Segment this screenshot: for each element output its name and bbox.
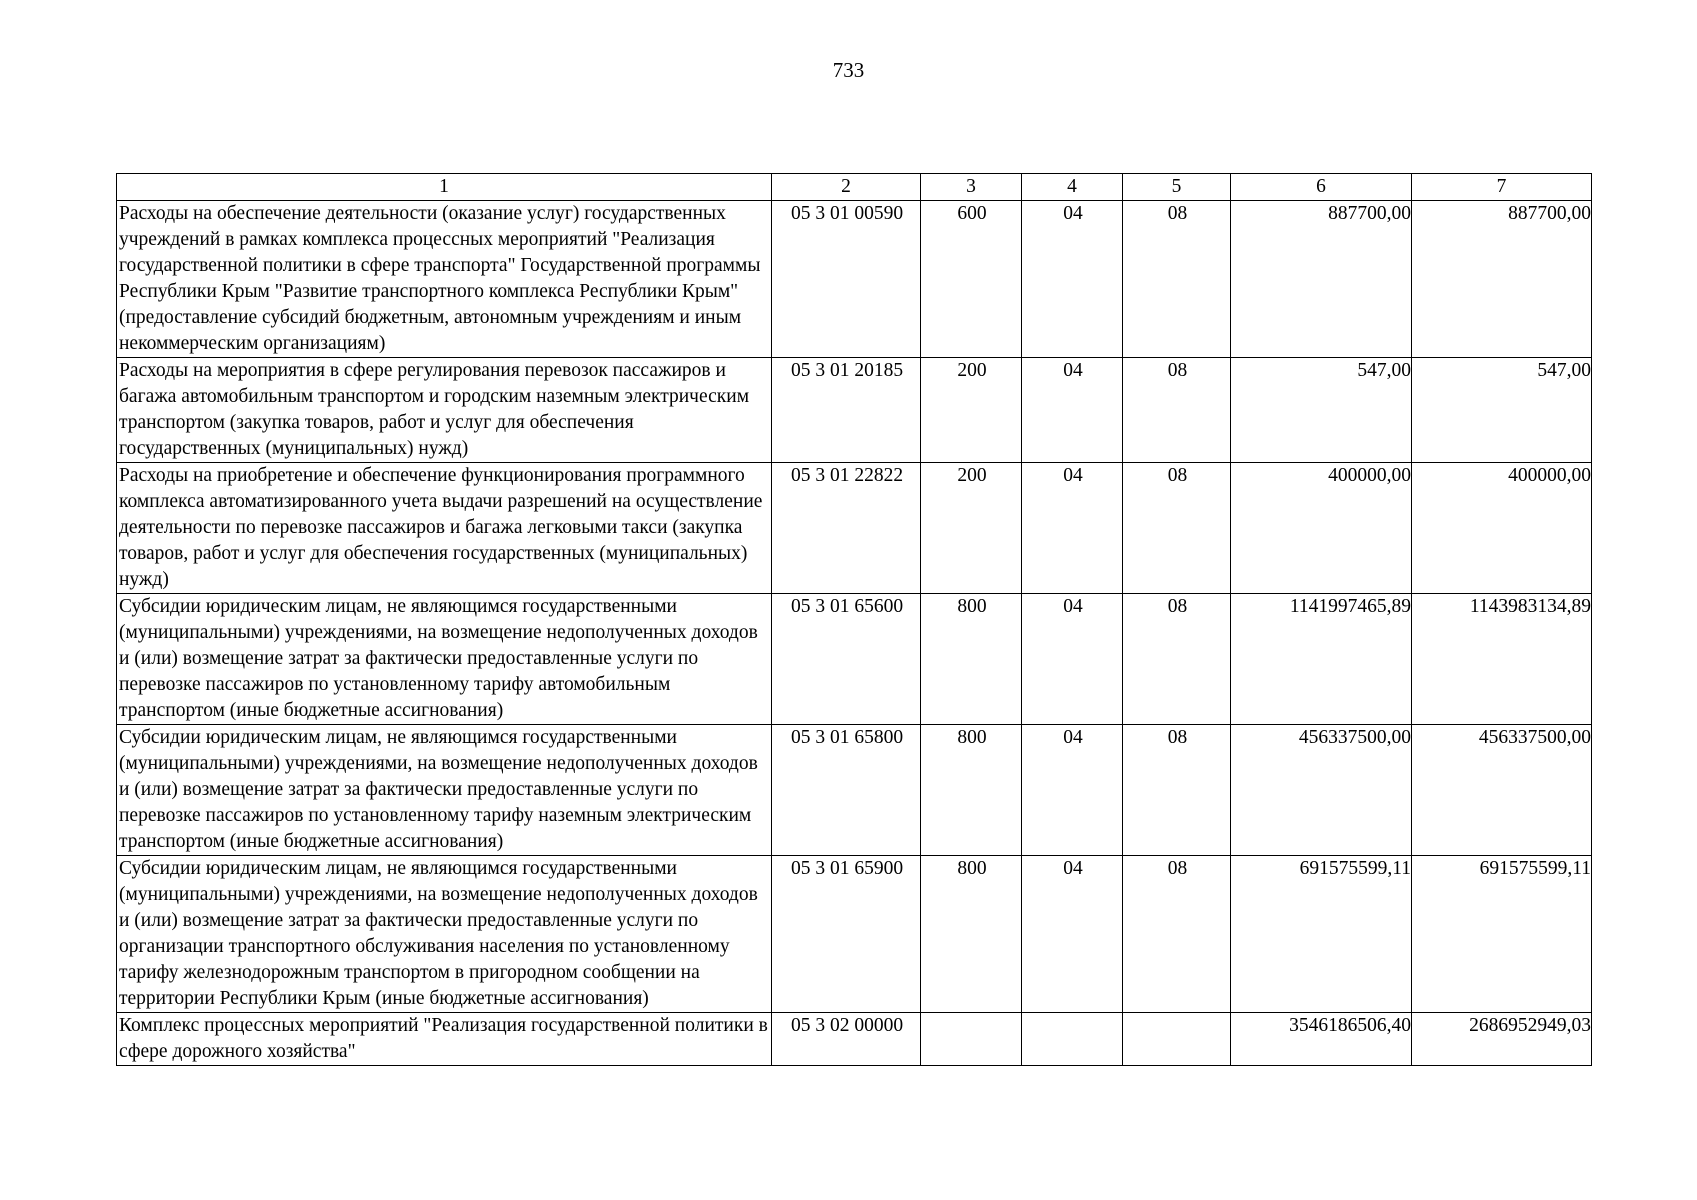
table-row <box>117 358 1592 463</box>
row-col3: 200 <box>921 463 1022 594</box>
row-description: Расходы на приобретение и обеспечение функционирования программного комплекса автоматизированного учета выдачи разрешений на осуществление деятельности по перевозке пассажиров и багажа легковыми такси (закупка товаров, работ и услуг для обеспечения государственных (муниципальных) нужд) <box>117 463 772 594</box>
row-amount-6: 691575599,11 <box>1231 856 1412 1013</box>
budget-table <box>116 173 1592 1066</box>
row-col3: 800 <box>921 856 1022 1013</box>
row-amount-7: 547,00 <box>1412 358 1592 463</box>
table-row <box>117 463 1592 594</box>
page-number: 733 <box>832 58 865 82</box>
row-amount-6: 887700,00 <box>1231 201 1412 358</box>
row-col5: 08 <box>1123 725 1231 856</box>
row-amount-6: 456337500,00 <box>1231 725 1412 856</box>
table-row <box>117 594 1592 725</box>
row-amount-6: 400000,00 <box>1231 463 1412 594</box>
row-description: Расходы на обеспечение деятельности (оказание услуг) государственных учреждений в рамках комплекса процессных мероприятий "Реализация государственной политики в сфере транспорта" Государственной программы Республики Крым "Развитие транспортного комплекса Республики Крым" (предоставление субсидий бюджетным, автономным учреждениям и иным некоммерческим организациям) <box>117 201 772 358</box>
row-code: 05 3 01 00590 <box>772 201 921 358</box>
row-amount-6: 1141997465,89 <box>1231 594 1412 725</box>
column-header: 1 <box>117 174 772 201</box>
row-amount-7: 1143983134,89 <box>1412 594 1592 725</box>
column-header: 3 <box>921 174 1022 201</box>
row-description: Комплекс процессных мероприятий "Реализация государственной политики в сфере дорожного хозяйства" <box>117 1013 772 1066</box>
row-amount-7: 887700,00 <box>1412 201 1592 358</box>
row-code: 05 3 01 65900 <box>772 856 921 1013</box>
row-description: Субсидии юридическим лицам, не являющимся государственными (муниципальными) учреждениями, на возмещение недополученных доходов и (или) возмещение затрат за фактически предоставленные услуги по организации транспортного обслуживания населения по установленному тарифу железнодорожным транспортом в пригородном сообщении на территории Республики Крым (иные бюджетные ассигнования) <box>117 856 772 1013</box>
row-col4: 04 <box>1022 201 1123 358</box>
row-col4: 04 <box>1022 725 1123 856</box>
row-description: Субсидии юридическим лицам, не являющимся государственными (муниципальными) учреждениями, на возмещение недополученных доходов и (или) возмещение затрат за фактически предоставленные услуги по перевозке пассажиров по установленному тарифу наземным электрическим транспортом (иные бюджетные ассигнования) <box>117 725 772 856</box>
table-row <box>117 856 1592 1013</box>
header-row <box>117 174 1592 201</box>
column-header: 5 <box>1123 174 1231 201</box>
row-col5: 08 <box>1123 594 1231 725</box>
row-code: 05 3 01 65800 <box>772 725 921 856</box>
row-col4: 04 <box>1022 463 1123 594</box>
row-col3: 800 <box>921 594 1022 725</box>
column-header: 2 <box>772 174 921 201</box>
row-col3: 600 <box>921 201 1022 358</box>
table-row <box>117 1013 1592 1066</box>
row-col3: 800 <box>921 725 1022 856</box>
row-col4 <box>1022 1013 1123 1066</box>
row-code: 05 3 01 20185 <box>772 358 921 463</box>
row-col5: 08 <box>1123 358 1231 463</box>
row-code: 05 3 01 65600 <box>772 594 921 725</box>
row-col5: 08 <box>1123 856 1231 1013</box>
row-col4: 04 <box>1022 856 1123 1013</box>
column-header: 4 <box>1022 174 1123 201</box>
row-amount-6: 547,00 <box>1231 358 1412 463</box>
column-header: 7 <box>1412 174 1592 201</box>
column-header: 6 <box>1231 174 1412 201</box>
row-code: 05 3 02 00000 <box>772 1013 921 1066</box>
table-row <box>117 725 1592 856</box>
row-description: Субсидии юридическим лицам, не являющимся государственными (муниципальными) учреждениями, на возмещение недополученных доходов и (или) возмещение затрат за фактически предоставленные услуги по перевозке пассажиров по установленному тарифу автомобильным транспортом (иные бюджетные ассигнования) <box>117 594 772 725</box>
row-description: Расходы на мероприятия в сфере регулирования перевозок пассажиров и багажа автомобильным транспортом и городским наземным электрическим транспортом (закупка товаров, работ и услуг для обеспечения государственных (муниципальных) нужд) <box>117 358 772 463</box>
row-col4: 04 <box>1022 594 1123 725</box>
row-amount-7: 400000,00 <box>1412 463 1592 594</box>
row-col5: 08 <box>1123 463 1231 594</box>
row-amount-7: 2686952949,03 <box>1412 1013 1592 1066</box>
row-col5 <box>1123 1013 1231 1066</box>
row-col3: 200 <box>921 358 1022 463</box>
row-col3 <box>921 1013 1022 1066</box>
row-code: 05 3 01 22822 <box>772 463 921 594</box>
row-amount-7: 456337500,00 <box>1412 725 1592 856</box>
row-amount-7: 691575599,11 <box>1412 856 1592 1013</box>
row-col5: 08 <box>1123 201 1231 358</box>
row-col4: 04 <box>1022 358 1123 463</box>
table-row <box>117 201 1592 358</box>
row-amount-6: 3546186506,40 <box>1231 1013 1412 1066</box>
